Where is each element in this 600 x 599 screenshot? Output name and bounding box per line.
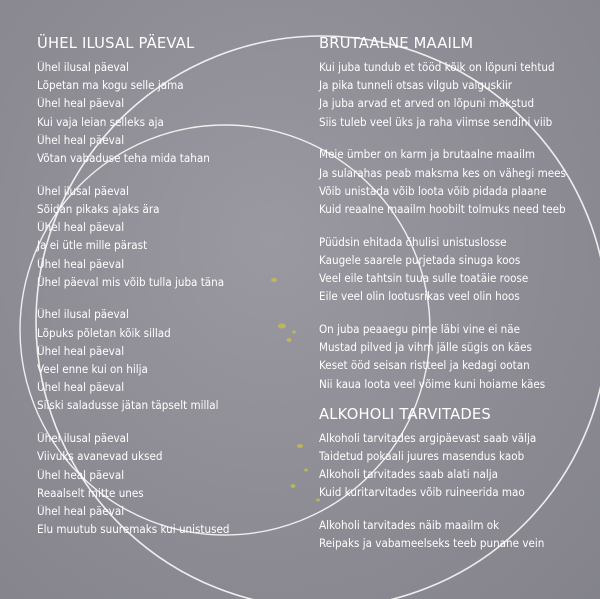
lyric-line: Ja pika tunneli otsas vilgub valguskiir — [319, 79, 513, 93]
lyric-line: Ühel heal päeval — [37, 97, 125, 111]
lyric-line: Siis tuleb veel üks ja raha viimse sendini viib — [319, 115, 553, 129]
lyric-line: Ühel päeval mis võib tulla juba täna — [37, 275, 225, 289]
stanza — [319, 146, 594, 219]
stanza — [37, 183, 307, 292]
lyric-line: Ühel ilusal päeval — [37, 432, 129, 446]
lyric-line: Ühel ilusal päeval — [37, 308, 129, 322]
song-title-brutaalne-maailm: BRUTAALNE MAAILM — [319, 34, 474, 52]
lyric-line: Ja juba arvad et arved on lõpuni makstud — [319, 97, 535, 111]
stanza — [319, 517, 594, 553]
stanza — [319, 430, 594, 503]
lyric-line: Võib unistada võib loota võib pidada plaane — [319, 184, 547, 198]
lyric-line: Ühel ilusal päeval — [37, 184, 129, 198]
lyric-line: Kui juba tundub et tööd kõik on lõpuni tehtud — [319, 61, 555, 74]
lyric-line: On juba peaaegu pime läbi vine ei näe — [319, 322, 521, 336]
lyric-line: Alkoholi tarvitades saab alati nalja — [319, 468, 498, 482]
lyric-line: Siiski saladusse jätan täpselt millal — [37, 399, 219, 413]
lyric-line: Reipaks ja vabameelseks teeb punane vein — [319, 537, 545, 551]
lyric-line: Võtan vabaduse teha mida tahan — [37, 152, 210, 166]
stanza — [37, 59, 307, 168]
lyric-line: Reaalselt mitte unes — [37, 486, 144, 500]
lyric-line: Ühel heal päeval — [37, 344, 125, 358]
lyric-line: Kuid reaalne maailm hoobilt tolmuks need teeb — [319, 202, 566, 216]
lyric-line: Püüdsin ehitada õhulisi unistuslosse — [319, 235, 507, 249]
left-column — [37, 33, 307, 554]
lyric-line: Ühel ilusal päeval — [37, 61, 129, 74]
lyric-line: Eile veel olin lootusrikas veel olin hoos — [319, 290, 520, 304]
lyric-line: Alkoholi tarvitades argipäevast saab välja — [319, 431, 537, 445]
lyric-line: Ühel heal päeval — [37, 221, 125, 235]
stanza — [37, 306, 307, 415]
lyric-line: Kaugele saarele purjetada sinuga koos — [319, 253, 521, 267]
lyric-line: Ühel heal päeval — [37, 257, 125, 271]
lyric-line: Veel enne kui on hilja — [37, 363, 148, 377]
lyric-line: Ja ei ütle mille pärast — [37, 239, 148, 253]
lyric-line: Ühel heal päeval — [37, 133, 125, 147]
right-column — [319, 33, 594, 568]
lyric-line: Meie ümber on karm ja brutaalne maailm — [319, 148, 535, 162]
lyric-line: Ühel heal päeval — [37, 381, 125, 395]
lyric-line: Ühel heal päeval — [37, 468, 125, 482]
lyric-line: Veel eile tahtsin tuua sulle toatäie roose — [319, 272, 529, 286]
lyric-line: Lõpetan ma kogu selle jama — [37, 79, 184, 93]
song-title-uhel-ilusal-paeval: ÜHEL ILUSAL PÄEVAL — [37, 34, 195, 52]
lyric-line: Lõpuks põletan kõik sillad — [37, 326, 171, 340]
stanza — [319, 321, 594, 394]
song-title-alkoholi-tarvitades: ALKOHOLI TARVITADES — [319, 404, 491, 423]
stanza — [37, 430, 307, 539]
song-section-alkoholi — [319, 404, 594, 554]
stanza — [319, 234, 594, 307]
lyric-line: Elu muutub suuremaks kui unistused — [37, 523, 230, 537]
lyric-line: Viivuks avanevad uksed — [37, 450, 163, 464]
lyric-line: Mustad pilved ja vihm jälle sügis on käes — [319, 341, 532, 355]
lyric-line: Alkoholi tarvitades näib maailm ok — [319, 519, 500, 533]
lyric-line: Kuid kuritarvitades võib ruineerida mao — [319, 486, 525, 500]
lyric-line: Ja sularahas peab maksma kes on vähegi mees — [319, 166, 566, 180]
lyric-line: Nii kaua loota veel võime kuni hoiame käes — [319, 377, 546, 391]
lyric-line: Ühel heal päeval — [37, 504, 125, 518]
stanza — [319, 59, 594, 132]
lyric-line: Sõidan pikaks ajaks ära — [37, 202, 160, 216]
lyric-line: Taidetud pokaali juures masendus kaob — [319, 449, 525, 463]
lyric-line: Kui vaja leian selleks aja — [37, 115, 164, 129]
lyric-line: Keset ööd seisan ristteel ja kedagi ootan — [319, 359, 530, 373]
